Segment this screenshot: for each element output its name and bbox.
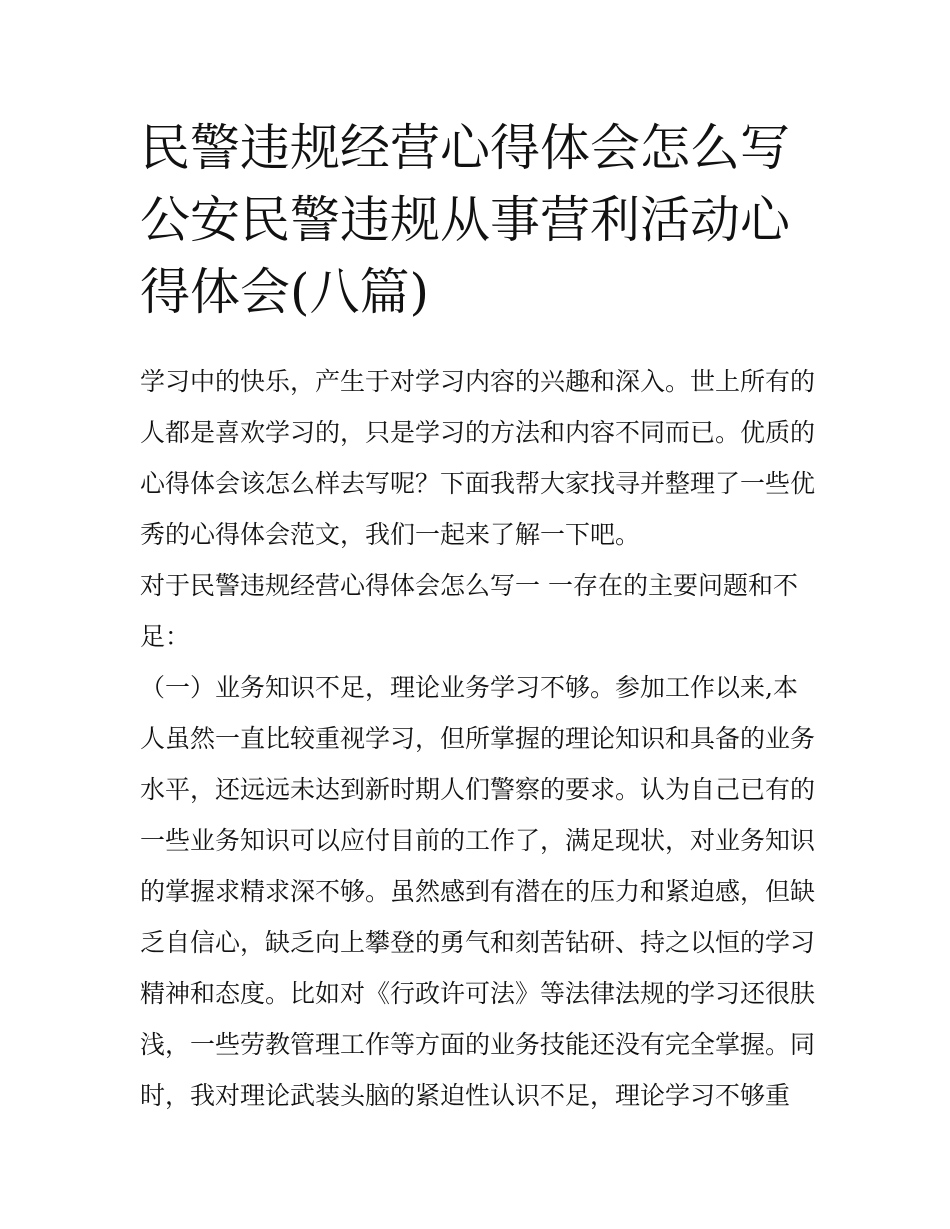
body-line-2: 人都是喜欢学习的，只是学习的方法和内容不同而已。优质的 <box>140 418 816 447</box>
body-line-12: 乏自信心，缺乏向上攀登的勇气和刻苦钻研、持之以恒的学习 <box>140 928 816 957</box>
title-line-3: 得体会(八篇) <box>140 263 430 321</box>
document-body <box>140 356 820 1121</box>
body-line-5: 对于民警违规经营心得体会怎么写一 一存在的主要问题和不 <box>140 571 798 600</box>
body-line-7: （一）业务知识不足，理论业务学习不够。参加工作以来,本 <box>140 673 798 702</box>
body-line-6: 足： <box>140 622 191 651</box>
body-line-10: 一些业务知识可以应付目前的工作了，满足现状，对业务知识 <box>140 826 816 855</box>
body-line-1: 学习中的快乐，产生于对学习内容的兴趣和深入。世上所有的 <box>140 367 816 396</box>
title-line-1: 民警违规经营心得体会怎么写 <box>140 119 790 177</box>
body-line-4: 秀的心得体会范文，我们一起来了解一下吧。 <box>140 520 641 549</box>
body-line-13: 精神和态度。比如对《行政许可法》等法律法规的学习还很肤 <box>140 979 816 1008</box>
body-line-11: 的掌握求精求深不够。虽然感到有潜在的压力和紧迫感，但缺 <box>140 877 816 906</box>
body-line-9: 水平，还远远未达到新时期人们警察的要求。认为自己已有的 <box>140 775 816 804</box>
body-line-3: 心得体会该怎么样去写呢？下面我帮大家找寻并整理了一些优 <box>140 469 816 498</box>
body-line-15: 时，我对理论武装头脑的紧迫性认识不足，理论学习不够重 <box>140 1081 791 1110</box>
body-line-8: 人虽然一直比较重视学习，但所掌握的理论知识和具备的业务 <box>140 724 816 753</box>
title-line-2: 公安民警违规从事营利活动心 <box>140 191 790 249</box>
document-title <box>140 112 820 328</box>
body-line-14: 浅，一些劳教管理工作等方面的业务技能还没有完全掌握。同 <box>140 1030 816 1059</box>
